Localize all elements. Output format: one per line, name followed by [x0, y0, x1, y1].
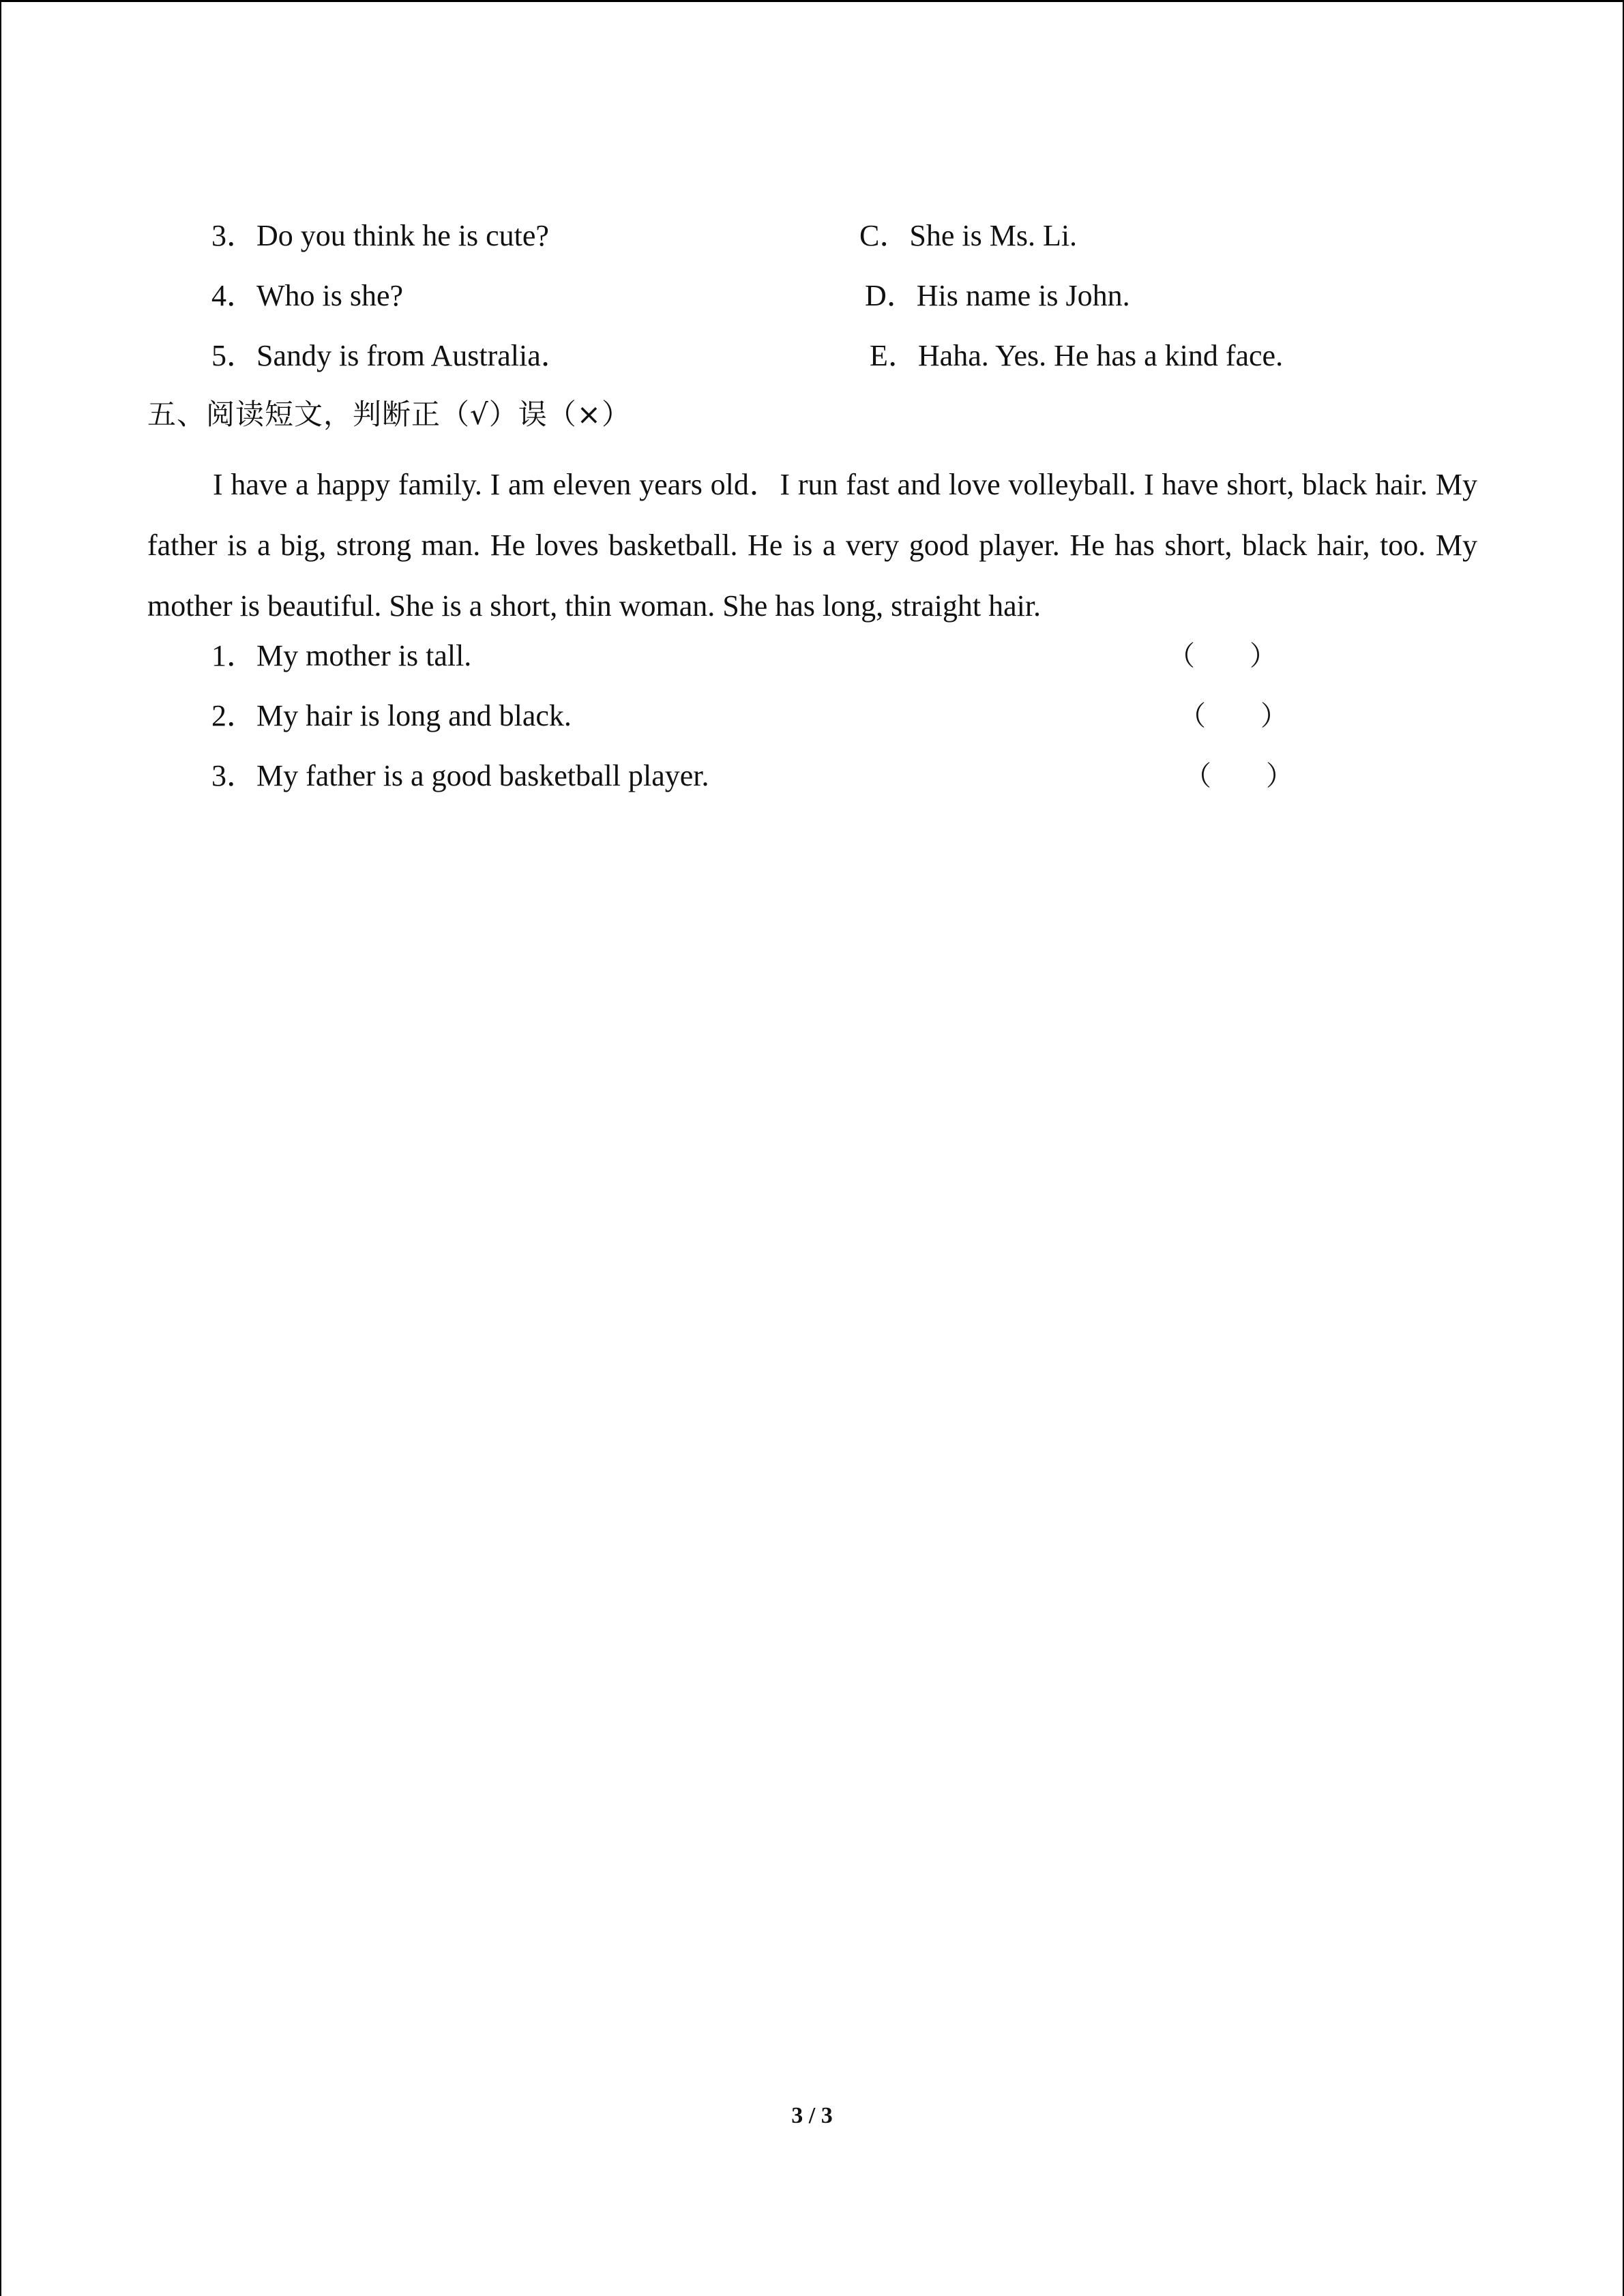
question-text: Sandy is from Australia． — [256, 339, 571, 372]
true-false-item-3 — [211, 756, 709, 796]
question-text: Who is she? — [256, 279, 404, 312]
question-number: 3． — [211, 219, 256, 252]
matching-answer-c — [859, 215, 1077, 256]
page-border-left — [0, 0, 1, 2296]
question-number: 4． — [211, 279, 256, 312]
answer-letter: C． — [859, 219, 910, 252]
true-false-item-1 — [211, 636, 471, 676]
question-text: Do you think he is cute? — [256, 219, 549, 252]
page-number: 3 / 3 — [791, 2103, 833, 2128]
page-border-top — [0, 0, 1624, 2]
answer-parentheses-2[interactable]: （ ） — [1179, 700, 1288, 731]
answer-letter: E． — [870, 339, 918, 372]
question-number: 5． — [211, 339, 256, 372]
item-text: My father is a good basketball player. — [256, 759, 709, 792]
matching-answer-e — [870, 336, 1283, 376]
answer-parentheses-3[interactable]: （ ） — [1184, 760, 1293, 791]
reading-passage: I have a happy family. I am eleven years old．I run fast and love volleyball. I have short, black hair. My father is a big, strong man. He loves basketball. He is a very good player. He has short, black hair, too. My mother is beautiful. She is a short, thin woman. She has long, straight hair. — [147, 468, 1477, 623]
matching-question-3 — [211, 215, 549, 256]
item-number: 3． — [211, 759, 256, 792]
item-number: 2． — [211, 699, 256, 732]
answer-text: She is Ms. Li. — [909, 219, 1078, 252]
item-text: My mother is tall. — [256, 639, 472, 672]
true-false-item-2 — [211, 696, 572, 736]
item-text: My hair is long and black. — [256, 699, 572, 732]
answer-parentheses-1[interactable]: （ ） — [1168, 640, 1277, 671]
answer-text: Haha. Yes. He has a kind face. — [917, 339, 1284, 372]
matching-question-4 — [211, 275, 403, 316]
matching-question-5 — [211, 336, 571, 376]
matching-answer-d — [865, 275, 1130, 316]
answer-text: His name is John. — [916, 279, 1130, 312]
item-number: 1． — [211, 639, 256, 672]
section-five-heading: 五、阅读短文，判断正（√）误（×） — [147, 398, 631, 431]
answer-letter: D． — [865, 279, 917, 312]
